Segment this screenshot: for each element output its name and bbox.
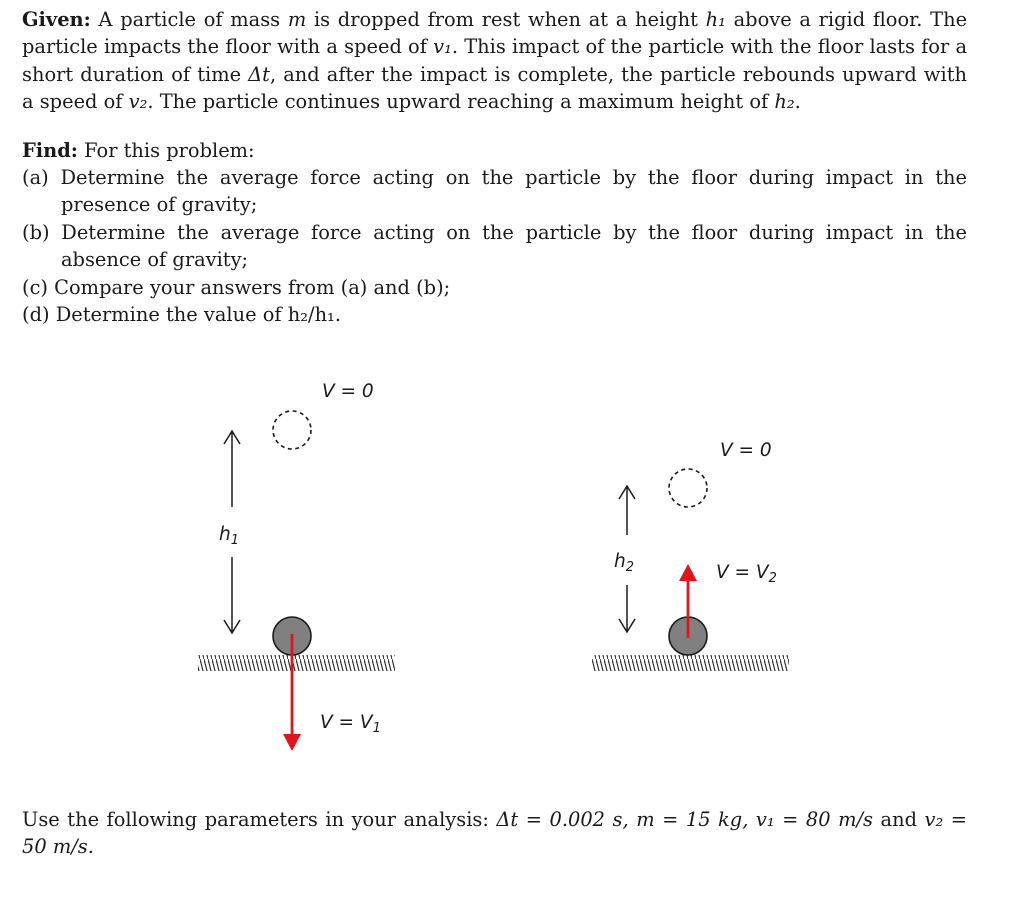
right-height-up-arrow	[619, 486, 635, 535]
right-top-velocity-label: V = 0	[720, 440, 772, 461]
param-v2: v₂ = 50 m/s.	[22, 808, 968, 859]
left-floor-hatch	[198, 655, 395, 671]
problem-figure	[0, 355, 1024, 775]
symbol-m: m	[287, 8, 307, 31]
right-height-label: $h_2$	[614, 551, 635, 575]
find-label: Find:	[22, 138, 78, 162]
right-diagram	[592, 440, 789, 671]
param-v1: v₁ = 80 m/s	[755, 808, 873, 831]
find-item-d: (d) Determine the value of h₂/h₁.	[22, 303, 341, 327]
find-item-a: (a) Determine the average force acting on the particle by the floor during impact in the presence of gravity;	[22, 166, 967, 217]
left-diagram	[198, 381, 395, 751]
given-paragraph: Given: A particle of mass m is dropped from rest when at a height h₁ above a rigid floor. The particle impacts the floor with a speed of v₁. This impact of the particle with the floor lasts for a short duration of time Δt, and after the impact is complete, the particle rebounds upward with a speed of v₂. The particle continues upward reaching a maximum height of h₂.	[22, 8, 968, 114]
param-m: m = 15 kg,	[636, 808, 749, 831]
left-impact-velocity-label: $V = V_1$	[320, 712, 381, 736]
symbol-v2: v₂	[128, 90, 148, 114]
right-rebound-velocity-label: $V = V_2$	[716, 562, 777, 586]
symbol-h2: h₂	[774, 90, 795, 114]
right-floor-hatch	[592, 655, 789, 671]
find-paragraph: Find: For this problem:	[22, 138, 255, 162]
symbol-dt: Δt	[248, 62, 270, 86]
problem-statement	[22, 6, 967, 328]
right-height-down-arrow	[619, 585, 635, 632]
left-initial-position-dashed-circle	[273, 411, 311, 449]
parameters-paragraph: Use the following parameters in your analysis: Δt = 0.002 s, m = 15 kg, v₁ = 80 m/s and v₂ = 50 m/s.	[22, 808, 968, 859]
right-max-height-dashed-circle	[669, 469, 707, 507]
param-dt: Δt = 0.002 s,	[496, 808, 629, 831]
find-item-b: (b) Determine the average force acting on the particle by the floor during impact in the absence of gravity;	[22, 220, 968, 272]
symbol-h1: h₁	[705, 8, 726, 31]
left-height-up-arrow	[224, 431, 240, 507]
find-list	[22, 164, 967, 328]
left-top-velocity-label: V = 0	[322, 381, 374, 402]
symbol-v1: v₁	[433, 35, 452, 59]
left-height-down-arrow	[224, 557, 240, 633]
left-height-label: $h_1$	[219, 524, 240, 548]
find-item-c: (c) Compare your answers from (a) and (b);	[22, 275, 451, 299]
given-label: Given:	[22, 8, 91, 31]
